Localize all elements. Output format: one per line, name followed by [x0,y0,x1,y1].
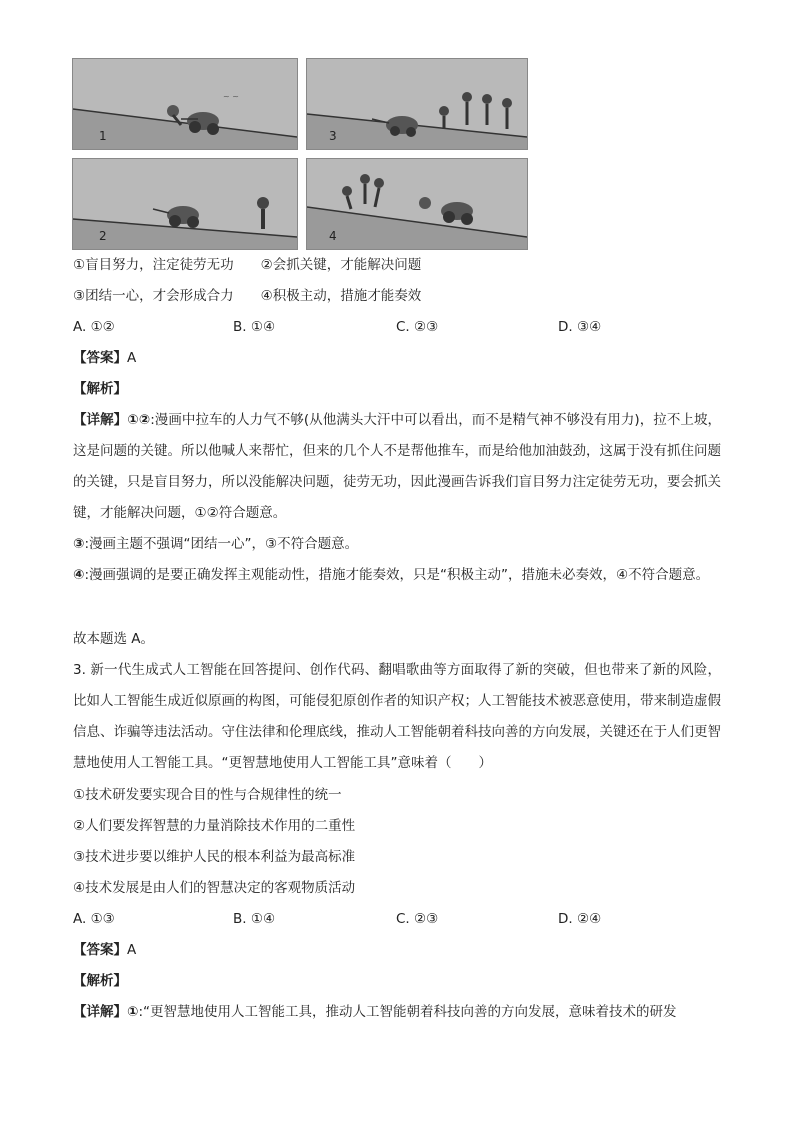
q2-statement-line-1: ①盲目努力，注定徒劳无功 ②会抓关键，才能解决问题 [73,257,422,273]
q3-answer [73,940,136,960]
q2-option-d: D. ③④ [558,319,602,335]
panel-number: 2 [99,229,107,243]
detail-lead: ① [127,1004,139,1020]
panel-number: 1 [99,129,107,143]
q3-statement-1: ①技术研发要实现合目的性与合规律性的统一 [73,787,342,803]
comic-illustration [72,58,527,248]
answer-value: A [127,350,137,366]
q3-option-a: A. ①③ [73,911,115,927]
q2-conclusion: 故本题选 A。 [73,631,155,647]
q2-detail-paragraph [73,405,721,529]
detail-tag: 【详解】 [73,412,128,428]
note-4-lead: ④ [73,567,85,583]
answer-tag: 【答案】 [73,350,127,366]
comic-panel-4 [306,158,528,250]
q3-statement-2: ②人们要发挥智慧的力量消除技术作用的二重性 [73,818,356,834]
q3-statement-4: ④技术发展是由人们的智慧决定的客观物质活动 [73,880,356,896]
q3-option-d: D. ②④ [558,911,602,927]
q2-note-4 [73,560,721,591]
answer-value: A [127,942,137,958]
detail-text: :漫画中拉车的人力气不够(从他满头大汗中可以看出，而不是精气神不够没有用力)，拉不上坡，这是问题的关键。所以他喊人来帮忙，但来的几个人不是帮他推车，而是给他加油鼓劲，这属于没有抓住问题的关键，只是盲目努力，所以没能解决问题，徒劳无功，因此漫画告诉我们盲目努力注定徒劳无功，要会抓关键，才能解决问题，①②符合题意。 [73,412,721,521]
panel-number: 4 [329,229,337,243]
comic-panel-3 [306,58,528,150]
q2-note-3 [73,529,721,560]
detail-lead: ①② [127,412,151,428]
svg-text:~ ~: ~ ~ [223,92,239,101]
q2-statement-line-2: ③团结一心，才会形成合力 ④积极主动，措施才能奏效 [73,288,422,304]
comic-panel-2 [72,158,298,250]
detail-text: :“更智慧地使用人工智能工具，推动人工智能朝着科技向善的方向发展，意味着技术的研发 [138,1004,677,1020]
panel-number: 3 [329,129,337,143]
note-3-text: :漫画主题不强调“团结一心”，③不符合题意。 [84,536,359,552]
panel-3-drawing [307,59,527,149]
note-3-lead: ③ [73,536,85,552]
analysis-tag: 【解析】 [73,973,127,989]
detail-tag: 【详解】 [73,1004,127,1020]
q2-option-a: A. ①② [73,319,115,335]
note-4-text: :漫画强调的是要正确发挥主观能动性，措施才能奏效，只是“积极主动”，措施未必奏效，④不符合题意。 [84,567,710,583]
q3-option-c: C. ②③ [396,911,439,927]
q3-statement-3: ③技术进步要以维护人民的根本利益为最高标准 [73,849,356,865]
panel-4-drawing [307,159,527,249]
q3-option-b: B. ①④ [233,911,276,927]
analysis-tag: 【解析】 [73,381,127,397]
q2-answer [73,348,136,368]
q2-option-c: C. ②③ [396,319,439,335]
q3-detail-paragraph [73,1002,676,1022]
q3-analysis-tag [73,971,127,991]
q2-analysis-tag [73,379,127,399]
q3-stem: 3. 新一代生成式人工智能在回答提问、创作代码、翻唱歌曲等方面取得了新的突破，但也带来了新的风险，比如人工智能生成近似原画的构图，可能侵犯原创作者的知识产权；人工智能技术被恶意使用，带来制造虚假信息、诈骗等违法活动。守住法律和伦理底线，推动人工智能朝着科技向善的方向发展，关键还在于人们更智慧地使用人工智能工具。“更智慧地使用人工智能工具”意味着（ ） [73,662,721,771]
q2-option-b: B. ①④ [233,319,276,335]
answer-tag: 【答案】 [73,942,127,958]
comic-panel-1 [72,58,298,150]
